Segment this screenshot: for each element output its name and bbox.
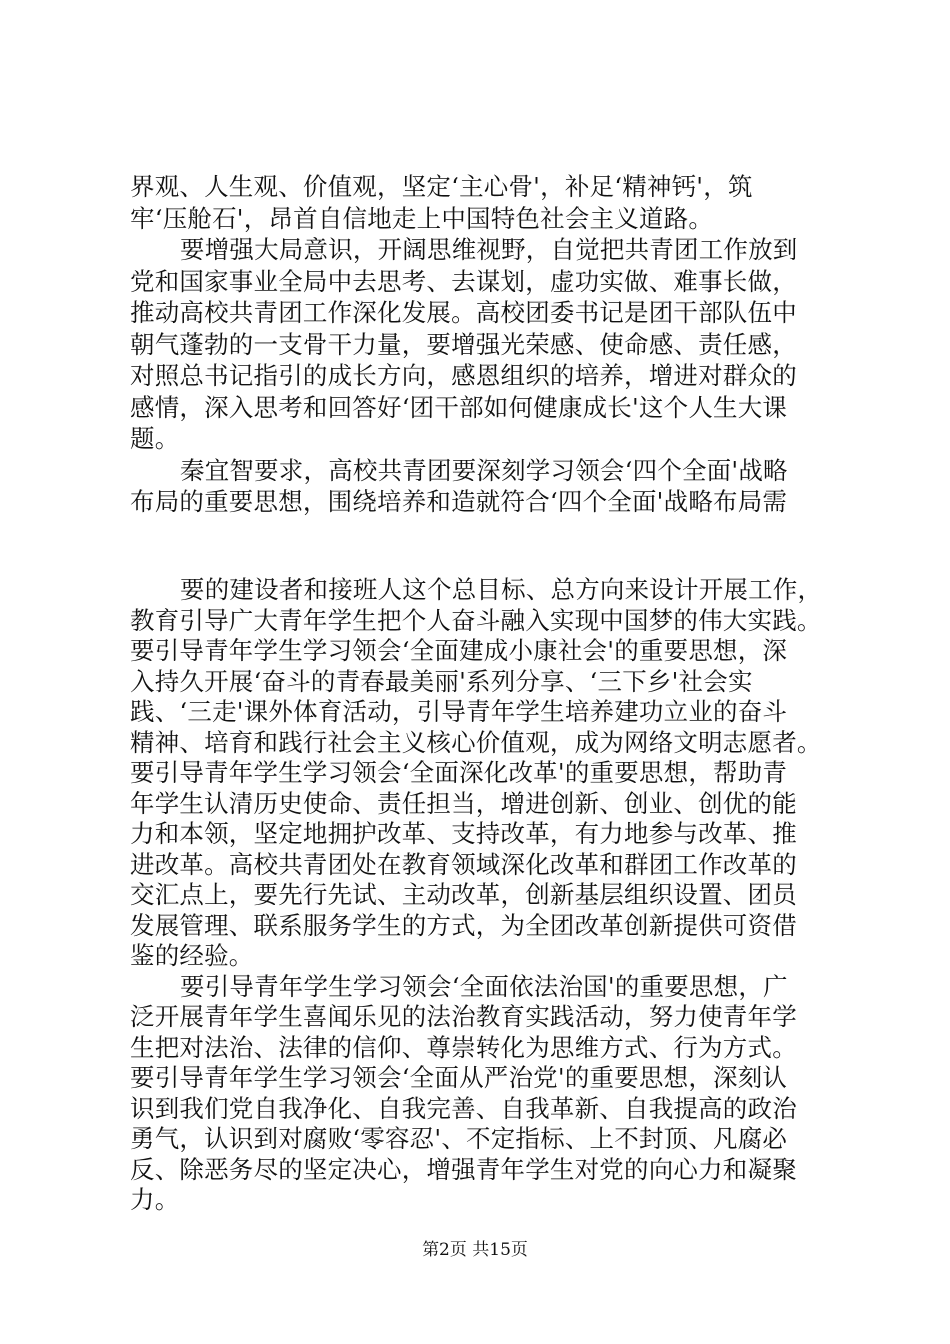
body-text-line: 识到我们党自我净化、自我完善、自我革新、自我提高的政治 bbox=[130, 1093, 797, 1123]
body-text-line: 秦宜智要求，高校共青团要深刻学习领会‘四个全面'战略 bbox=[180, 455, 788, 485]
body-text-line: 精神、培育和践行社会主义核心价值观，成为网络文明志愿者。 bbox=[130, 727, 822, 757]
body-text-line: 勇气，认识到对腐败‘零容忍'、不定指标、上不封顶、凡腐必 bbox=[130, 1124, 788, 1153]
body-text-line: 朝气蓬勃的一支骨干力量，要增强光荣感、使命感、责任感， bbox=[130, 329, 797, 359]
body-text-line: 要引导青年学生学习领会‘全面建成小康社会'的重要思想，深 bbox=[130, 636, 788, 665]
body-text-line: 生把对法治、法律的信仰、尊崇转化为思维方式、行为方式。 bbox=[130, 1032, 797, 1062]
body-text-line: 反、除恶务尽的坚定决心，增强青年学生对党的向心力和凝聚 bbox=[130, 1154, 797, 1184]
body-text-line: 要增强大局意识，开阔思维视野，自觉把共青团工作放到 bbox=[180, 235, 798, 264]
body-text-line: 党和国家事业全局中去思考、去谋划，虚功实做、难事长做， bbox=[130, 266, 797, 296]
body-text-line: 泛开展青年学生喜闻乐见的法治教育实践活动，努力使青年学 bbox=[130, 1002, 797, 1031]
body-text-line: 要的建设者和接班人这个总目标、总方向来设计开展工作， bbox=[180, 575, 823, 604]
body-text-line: 教育引导广大青年学生把个人奋斗融入实现中国梦的伟大实践。 bbox=[130, 605, 822, 635]
body-text-line: 交汇点上，要先行先试、主动改革，创新基层组织设置、团员 bbox=[130, 880, 797, 909]
body-text-line: 力。 bbox=[130, 1185, 180, 1214]
body-text-line: 布局的重要思想，围绕培养和造就符合‘四个全面'战略布局需 bbox=[130, 487, 788, 516]
body-text-line: 入持久开展‘奋斗的青春最美丽'系列分享、‘三下乡'社会实 bbox=[130, 666, 753, 696]
body-text-line: 牢‘压舱石'，昂首自信地走上中国特色社会主义道路。 bbox=[130, 203, 714, 233]
body-text-line: 要引导青年学生学习领会‘全面依法治国'的重要思想，广 bbox=[180, 971, 788, 1001]
body-text-line: 鉴的经验。 bbox=[130, 941, 254, 970]
body-text-line: 对照总书记指引的成长方向，感恩组织的培养，增进对群众的 bbox=[130, 361, 797, 390]
page-number-footer: 第2页 共15页 bbox=[422, 1240, 528, 1260]
body-text-line: 发展管理、联系服务学生的方式，为全团改革创新提供可资借 bbox=[130, 910, 797, 940]
body-text-line: 推动高校共青团工作深化发展。高校团委书记是团干部队伍中 bbox=[130, 298, 797, 327]
body-text-line: 年学生认清历史使命、责任担当，增进创新、创业、创优的能 bbox=[130, 788, 797, 818]
body-text-line: 要引导青年学生学习领会‘全面从严治党'的重要思想，深刻认 bbox=[130, 1063, 788, 1092]
body-text-line: 力和本领，坚定地拥护改革、支持改革，有力地参与改革、推 bbox=[130, 819, 797, 848]
body-text-line: 进改革。高校共青团处在教育领域深化改革和群团工作改革的 bbox=[130, 849, 797, 879]
body-text-line: 要引导青年学生学习领会‘全面深化改革'的重要思想，帮助青 bbox=[130, 758, 788, 787]
body-text-line: 题。 bbox=[130, 424, 180, 453]
body-text-line: 践、‘三走'课外体育活动，引导青年学生培养建功立业的奋斗 bbox=[130, 697, 788, 726]
body-text-line: 界观、人生观、价值观，坚定‘主心骨'，补足‘精神钙'，筑 bbox=[130, 172, 753, 201]
body-text-line: 感情，深入思考和回答好‘团干部如何健康成长'这个人生大课 bbox=[130, 392, 788, 422]
